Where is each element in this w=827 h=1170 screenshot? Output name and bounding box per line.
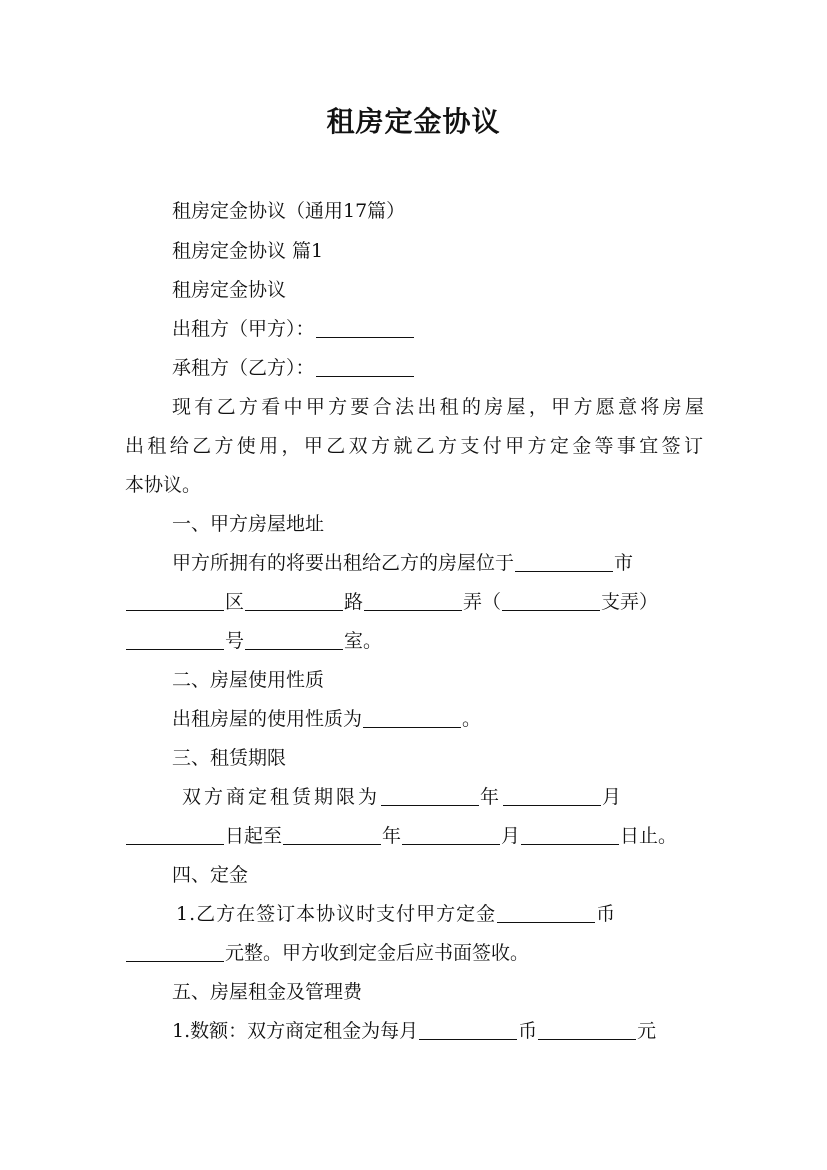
district-label: 区 bbox=[225, 591, 245, 613]
intro-paragraph-line1: 现有乙方看中甲方要合法出租的房屋，甲方愿意将房屋 bbox=[172, 396, 704, 418]
address-line3 bbox=[125, 627, 705, 655]
intro-paragraph-line2: 出租给乙方使用，甲乙双方就乙方支付甲方定金等事宜签订 bbox=[125, 435, 703, 457]
district-blank bbox=[126, 590, 224, 611]
lessee-label: 承租方（乙方）： bbox=[172, 357, 315, 379]
city-blank bbox=[515, 551, 613, 572]
usage-blank bbox=[363, 707, 461, 728]
section-5-heading: 五、房屋租金及管理费 bbox=[172, 981, 363, 1003]
lessor-blank bbox=[316, 317, 414, 338]
intro-paragraph-line3: 本协议。 bbox=[125, 474, 202, 496]
end-day-label: 日止。 bbox=[620, 825, 678, 847]
lessor-line bbox=[172, 315, 712, 343]
end-year-blank bbox=[283, 824, 381, 845]
room-label: 室。 bbox=[344, 630, 383, 652]
start-month-label: 月 bbox=[602, 786, 625, 808]
term-line1 bbox=[182, 783, 762, 811]
deposit-amount-text: 元整。甲方收到定金后应书面签收。 bbox=[225, 942, 530, 964]
start-year-blank bbox=[381, 785, 479, 806]
deposit-line2 bbox=[125, 939, 705, 967]
start-month-blank bbox=[503, 785, 601, 806]
rent-text: 1.数额：双方商定租金为每月 bbox=[172, 1020, 419, 1042]
address-line1 bbox=[172, 549, 712, 577]
deposit-currency-blank bbox=[497, 902, 595, 923]
number-blank bbox=[126, 629, 224, 650]
lane-label: 弄（ bbox=[463, 591, 502, 613]
rent-currency-blank bbox=[419, 1019, 517, 1040]
document-title: 租房定金协议 bbox=[326, 105, 501, 138]
agreement-name: 租房定金协议 bbox=[172, 279, 287, 301]
room-blank bbox=[245, 629, 343, 650]
sublane-label: 支弄） bbox=[601, 591, 659, 613]
end-month-blank bbox=[402, 824, 500, 845]
rent-currency-label: 币 bbox=[518, 1020, 538, 1042]
address-line2 bbox=[125, 588, 705, 616]
deposit-amount-blank bbox=[126, 941, 224, 962]
lessor-label: 出租方（甲方）： bbox=[172, 318, 315, 340]
start-day-label: 日起至 bbox=[225, 825, 283, 847]
section-2-heading: 二、房屋使用性质 bbox=[172, 669, 325, 691]
term-text: 双方商定租赁期限为 bbox=[182, 786, 381, 808]
road-blank bbox=[245, 590, 343, 611]
section-4-heading: 四、定金 bbox=[172, 864, 249, 886]
section-heading: 租房定金协议 篇1 bbox=[172, 240, 324, 262]
end-year-label: 年 bbox=[382, 825, 402, 847]
deposit-line1 bbox=[176, 900, 756, 928]
start-year-label: 年 bbox=[480, 786, 503, 808]
deposit-text: 1.乙方在签订本协议时支付甲方定金 bbox=[176, 903, 497, 925]
term-line2 bbox=[125, 822, 705, 850]
address-text: 甲方所拥有的将要出租给乙方的房屋位于 bbox=[172, 552, 515, 574]
deposit-currency-label: 币 bbox=[596, 903, 617, 925]
lessee-blank bbox=[316, 356, 414, 377]
usage-line bbox=[172, 705, 712, 733]
end-day-blank bbox=[521, 824, 619, 845]
section-1-heading: 一、甲方房屋地址 bbox=[172, 513, 325, 535]
number-label: 号 bbox=[225, 630, 245, 652]
lessee-line bbox=[172, 354, 712, 382]
lane-blank bbox=[364, 590, 462, 611]
sublane-blank bbox=[502, 590, 600, 611]
rent-line1 bbox=[172, 1017, 712, 1045]
doc-subtitle: 租房定金协议（通用17篇） bbox=[172, 200, 406, 222]
start-day-blank bbox=[126, 824, 224, 845]
end-month-label: 月 bbox=[501, 825, 521, 847]
section-3-heading: 三、租赁期限 bbox=[172, 747, 287, 769]
city-label: 市 bbox=[614, 552, 634, 574]
road-label: 路 bbox=[344, 591, 364, 613]
usage-end: 。 bbox=[462, 708, 482, 730]
rent-amount-label: 元 bbox=[637, 1020, 657, 1042]
usage-text: 出租房屋的使用性质为 bbox=[172, 708, 363, 730]
rent-amount-blank bbox=[538, 1019, 636, 1040]
